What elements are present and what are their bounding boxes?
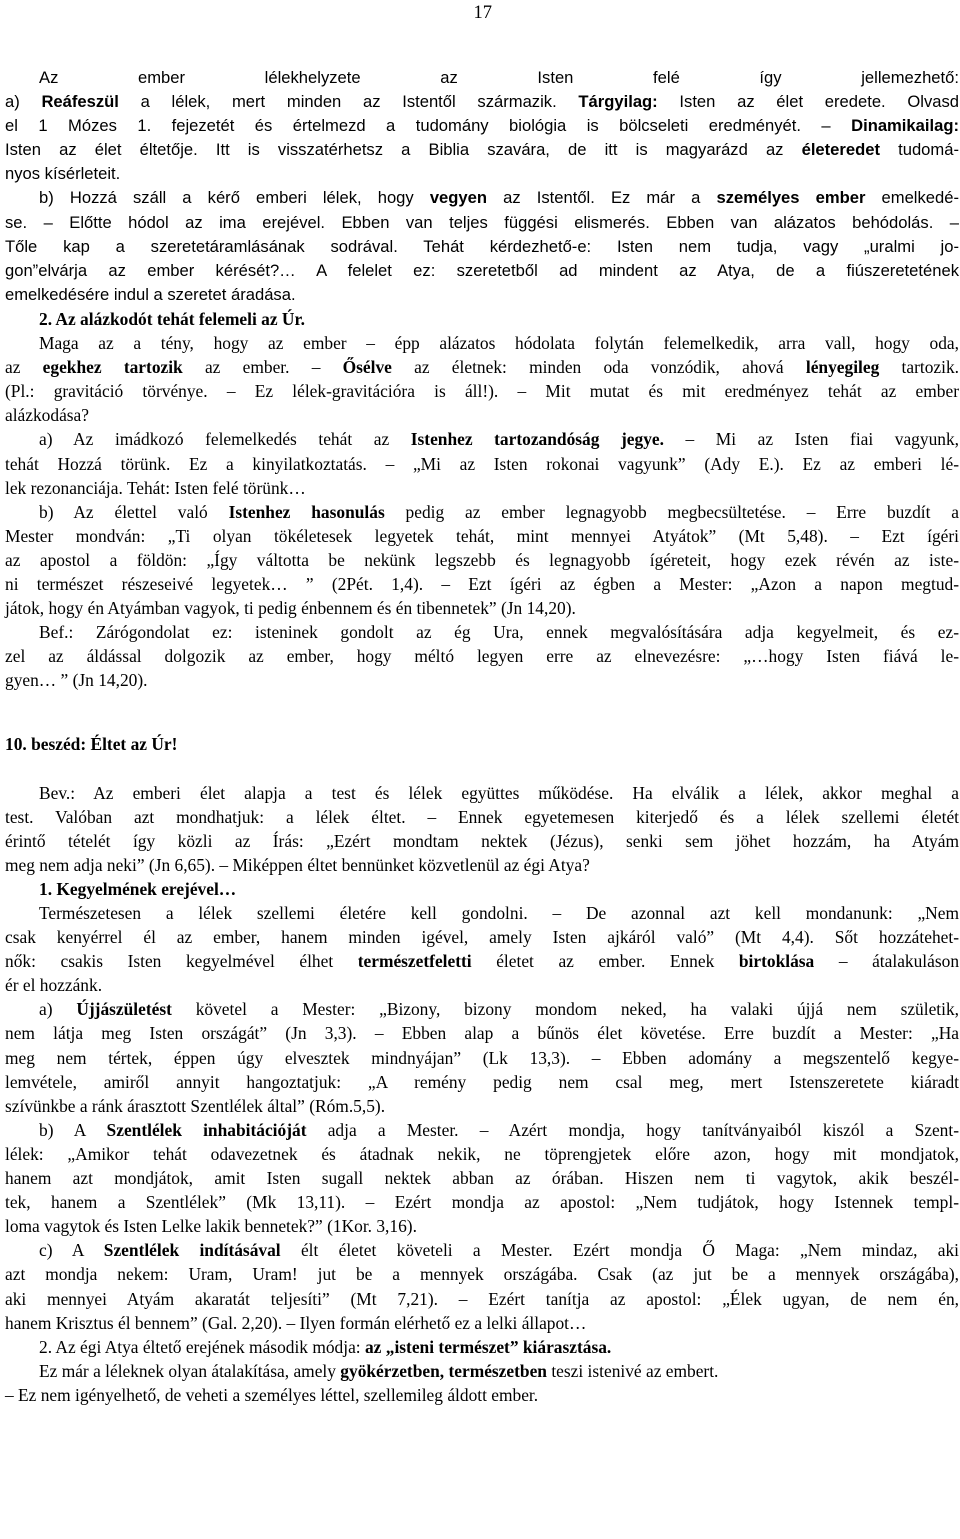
paragraph xyxy=(5,901,959,997)
text-line xyxy=(5,732,959,756)
text-run: gon”elvárja az ember kérését?… A felelet ez: szeretetből ad mindent az Atya, de a fiúszeretetének xyxy=(5,260,959,280)
paragraph xyxy=(5,1383,959,1407)
text-run: nyos kísérleteit. xyxy=(5,164,121,184)
text-run: a lélek, mert minden az Istentől származik. xyxy=(118,92,579,112)
text-line xyxy=(5,1214,959,1238)
text-line xyxy=(5,452,959,476)
bold-text: gyökérzetben, természetben xyxy=(340,1360,547,1381)
text-run: emelkedé- xyxy=(865,188,960,208)
text-run: loma vagytok és Isten Lelke lakik bennetek?” (1Kor. 3,16). xyxy=(5,1216,417,1237)
text-line xyxy=(5,66,959,90)
bold-text: Istenhez hasonulás xyxy=(228,501,385,522)
text-run: az xyxy=(5,357,43,378)
text-run: csak kenyérrel él az ember, hanem minden igével, amely Isten ajkáról való” (Mt 4,4). Sőt hozzátehet- xyxy=(5,927,959,948)
text-line xyxy=(5,1142,959,1166)
text-line xyxy=(5,283,959,307)
text-line xyxy=(5,162,959,186)
paragraph xyxy=(5,1359,959,1383)
bold-text: Tárgyilag: xyxy=(578,92,658,112)
text-run: a) xyxy=(5,92,42,112)
text-run: meg nem tértek, éppen úgy elvesztek mindnyájan” (Lk 13,3). – Ebben adomány a megszentelő kegye- xyxy=(5,1047,959,1068)
text-line xyxy=(5,235,959,259)
bold-text: egekhez tartozik xyxy=(42,357,183,378)
text-line xyxy=(5,781,959,805)
text-run: se. – Előtte hódol az ima erejével. Ebben van teljes függési elismerés. Ebben van alázatos behódolás. – xyxy=(5,212,959,232)
text-run: hanem Krisztus él bennem” (Gal. 2,20). – Ilyen formán elérhető ez a lelki állapot… xyxy=(5,1312,587,1333)
bold-text: vegyen xyxy=(429,188,487,208)
text-run: a) xyxy=(39,999,77,1020)
bold-text: Újjászületést xyxy=(76,999,172,1020)
paragraph xyxy=(5,781,959,877)
text-line xyxy=(5,1262,959,1286)
text-run: szívünkbe a ránk árasztott Szentlélek által” (Róm.5,5). xyxy=(5,1095,386,1116)
section-heading xyxy=(5,307,959,331)
paragraph xyxy=(5,620,959,692)
text-line xyxy=(5,853,959,877)
spacer xyxy=(5,692,959,732)
paragraph xyxy=(5,1118,959,1238)
text-run: játok, hogy én Atyámban vagyok, ti pedig énbennem és én tibennetek” (Jn 14,20). xyxy=(5,598,576,619)
text-run: tartozik. xyxy=(879,357,959,378)
text-run: alázkodása? xyxy=(5,405,89,426)
bold-text: 10. beszéd: Éltet az Úr! xyxy=(5,734,178,755)
paragraph xyxy=(5,66,959,186)
text-line xyxy=(5,1311,959,1335)
text-line xyxy=(5,476,959,500)
text-line xyxy=(5,403,959,427)
text-run: b) A xyxy=(39,1119,107,1140)
text-line xyxy=(5,1335,959,1359)
text-run: Isten az élet eredete. Olvasd xyxy=(657,92,959,112)
text-run: – Mi az Isten fiai vagyunk, xyxy=(663,429,960,450)
text-run: tek, hanem a Szentlélek” (Mk 13,11). – Ezért mondja az apostol: „Nem tudjátok, hogy Istennek templ- xyxy=(5,1192,959,1213)
text-run: tehát Hozzá törünk. Ez a kinyilatkoztatás. – „Mi az Isten rokonai vagyunk” (Ady E.). Ez az emberi lé- xyxy=(5,453,959,474)
text-run: teszi istenivé az embert. xyxy=(546,1360,719,1381)
text-run: gyen… ” (Jn 14,20). xyxy=(5,670,148,691)
text-line xyxy=(5,548,959,572)
text-line xyxy=(5,379,959,403)
bold-text: lényegileg xyxy=(805,357,880,378)
text-run: emelkedésére indul a szeretet áradása. xyxy=(5,284,296,304)
text-run: b) Hozzá száll a kérő emberi lélek, hogy xyxy=(39,188,430,208)
text-line xyxy=(5,973,959,997)
text-run: életet az ember. Ennek xyxy=(471,951,739,972)
bold-text: 2. Az alázkodót tehát felemeli az Úr. xyxy=(39,308,305,329)
bold-text: természetfeletti xyxy=(357,951,472,972)
text-run: 2. Az égi Atya éltető erejének második módja: xyxy=(39,1336,365,1357)
text-run: nők: csakis Isten kegyelmével élhet xyxy=(5,951,358,972)
bold-text: Szentlélek inhabitációját xyxy=(106,1119,307,1140)
bold-text: életeredet xyxy=(801,140,880,160)
text-line xyxy=(5,1166,959,1190)
text-line xyxy=(5,1238,959,1262)
paragraph xyxy=(5,1238,959,1334)
text-run: – átalakuláson xyxy=(814,951,960,972)
text-run: érintő tételét így közli az Írás: „Ezért mondtam nektek (Jézus), senki sem jöhet hozzám, ha Atyám xyxy=(5,830,959,851)
text-line xyxy=(5,1383,959,1407)
text-line xyxy=(5,668,959,692)
section-heading xyxy=(5,877,959,901)
text-line xyxy=(5,596,959,620)
paragraph xyxy=(5,1335,959,1359)
text-run: hanem azt mondjátok, amit Isten sugall nektek abban az órában. Hiszen nem ti vagytok, akik beszél- xyxy=(5,1168,959,1189)
paragraph xyxy=(5,331,959,427)
text-line xyxy=(5,949,959,973)
text-run: Maga az a tény, hogy az ember – épp alázatos hódolata folytán felemelkedik, arra vall, hogy oda, xyxy=(39,333,959,354)
text-run: meg nem adja neki” (Jn 6,65). – Miképpen éltet bennünket közvetlenül az égi Atya? xyxy=(5,854,590,875)
spacer xyxy=(5,757,959,781)
document-body xyxy=(5,66,959,1407)
text-line xyxy=(5,427,959,451)
text-run: azt mondja nekem: Uram, Uram! jut be a mennyek országába. Csak (az jut be a mennyek országába), xyxy=(5,1264,959,1285)
bold-text: Dinamikailag: xyxy=(851,116,959,136)
text-run: lélek: „Amikor tehát odavezetnek és átadnak nekik, ne töprengjetek előre azon, hogy mit mondjatok, xyxy=(5,1143,959,1164)
text-run: el 1 Mózes 1. fejezetét és értelmezd a tudomány biológia is bölcseleti eredményét. – xyxy=(5,116,852,136)
text-line xyxy=(5,620,959,644)
text-line xyxy=(5,211,959,235)
text-line xyxy=(5,805,959,829)
text-line xyxy=(5,114,959,138)
text-run: ni természet részeseivé legyetek… ” (2Pét. 1,4). – Ezt ígéri az égben a Mester: „Azon a napon megtud- xyxy=(5,573,959,594)
text-run: Isten az élet éltetője. Itt is visszatérhetsz a Biblia szavára, de itt is magyarázd az xyxy=(5,140,802,160)
bold-text: Reáfeszül xyxy=(41,92,119,112)
text-line xyxy=(5,355,959,379)
text-line xyxy=(5,829,959,853)
text-line xyxy=(5,1021,959,1045)
bold-text: Szentlélek indításával xyxy=(103,1240,281,1261)
text-run: Tőle kap a szeretetáramlásának sodrával. Tehát kérdezhető-e: Isten nem tudja, vagy „uralmi jo- xyxy=(5,236,959,256)
bold-text: Istenhez tartozandóság jegye. xyxy=(410,429,664,450)
text-run: Természetesen a lélek szellemi életére kell gondolni. – De azonnal azt kell mondanunk: „Nem xyxy=(39,903,959,923)
text-run: adja a Mester. – Azért mondja, hogy tanítványaiból kiszól a Szent- xyxy=(306,1119,959,1140)
text-line xyxy=(5,1287,959,1311)
text-line xyxy=(5,500,959,524)
text-run: követel a Mester: „Bizony, bizony mondom neked, ha valaki újjá nem születik, xyxy=(171,999,960,1020)
text-line xyxy=(5,1359,959,1383)
text-line xyxy=(5,524,959,548)
text-line xyxy=(5,307,959,331)
text-run: test. Valóban azt mondhatjuk: a lélek éltet. – Ennek egyetemesen kiterjedő és a lélek szellemi életét xyxy=(5,806,959,827)
text-line xyxy=(5,877,959,901)
text-run: az apostol a földön: „Így váltotta be nekünk legszebb és legnagyobb ígéreteit, hogy ezek révén az iste- xyxy=(5,549,959,570)
text-line xyxy=(5,1094,959,1118)
page-number: 17 xyxy=(473,3,492,23)
text-line xyxy=(5,997,959,1021)
text-run: lek rezonanciája. Tehát: Isten felé törünk… xyxy=(5,477,306,498)
text-line xyxy=(5,259,959,283)
paragraph xyxy=(5,186,959,306)
text-run: zel az áldással dolgozik az ember, hogy méltó legyen erre az elnevezésre: „…hogy Isten fiává le- xyxy=(5,646,959,667)
bold-text: az „isteni természet” kiárasztása. xyxy=(364,1336,612,1357)
section-heading xyxy=(5,732,959,756)
paragraph xyxy=(5,500,959,620)
text-line xyxy=(5,331,959,355)
text-run: a) Az imádkozó felemelkedés tehát az xyxy=(39,429,411,450)
text-line xyxy=(5,138,959,162)
text-line xyxy=(5,1070,959,1094)
text-line xyxy=(5,901,959,925)
text-run: az életnek: minden oda vonzódik, ahová xyxy=(391,357,806,378)
text-run: aki mennyei Atyám akaratát teljesíti” (Mt 7,21). – Ezért tanítja az apostol: „Élek ugyan, de nem én, xyxy=(5,1288,959,1309)
text-run: lemvétele, amiről annyit hangoztatjuk: „A remény pedig nem csal meg, mert Istenszeretete kiáradt xyxy=(5,1071,959,1092)
text-line xyxy=(5,1046,959,1070)
text-run: – Ez nem igényelhető, de veheti a személyes léttel, szellemileg áldott ember. xyxy=(5,1384,539,1405)
text-run: az Istentől. Ez már a xyxy=(487,188,717,208)
text-line xyxy=(5,925,959,949)
text-run: Az ember lélekhelyzete az Isten felé így jellemezhető: xyxy=(39,68,959,87)
text-run: nem látja meg Isten országát” (Jn 3,3). – Ebben alap a bűnös élet követése. Erre buzdít a Mester: „Ha xyxy=(5,1023,959,1044)
text-run: pedig az ember legnagyobb megbecsültetése. – Erre buzdít a xyxy=(384,501,959,522)
text-line xyxy=(5,1190,959,1214)
text-run: élt életet követeli a Mester. Ezért mondja Ő Maga: „Nem mindaz, aki xyxy=(280,1240,959,1261)
bold-text: birtoklása xyxy=(738,951,815,972)
text-line xyxy=(5,90,959,114)
text-run: Ez már a léleknek olyan átalakítása, amely xyxy=(39,1360,341,1381)
text-run: Mester mondván: „Ti olyan tökéletesek legyetek tehát, mint mennyei Atyátok” (Mt 5,48). – Ezt ígéri xyxy=(5,525,959,546)
paragraph xyxy=(5,997,959,1117)
bold-text: 1. Kegyelmének erejével… xyxy=(39,878,237,899)
text-run: Bef.: Zárógondolat ez: isteninek gondolt az ég Ura, ennek megvalósítására adja kegyelmeit, és ez- xyxy=(39,622,959,643)
text-run: tudomá- xyxy=(880,140,959,160)
text-line xyxy=(5,572,959,596)
text-line xyxy=(5,1118,959,1142)
text-run: ér el hozzánk. xyxy=(5,975,103,996)
text-run: (Pl.: gravitáció törvénye. – Ez lélek-gravitációra is áll!). – Mit mutat és mit eredményez tehát az ember xyxy=(5,381,959,402)
text-run: Bev.: Az emberi élet alapja a test és lélek együttes működése. Ha elválik a lélek, akkor meghal a xyxy=(39,782,959,803)
text-run: az ember. – xyxy=(182,357,343,378)
bold-text: Ősélve xyxy=(342,357,392,378)
text-line xyxy=(5,186,959,210)
paragraph xyxy=(5,427,959,499)
text-run: b) Az élettel való xyxy=(39,501,229,522)
bold-text: személyes ember xyxy=(716,188,866,208)
text-line xyxy=(5,644,959,668)
text-run: c) A xyxy=(39,1240,104,1261)
